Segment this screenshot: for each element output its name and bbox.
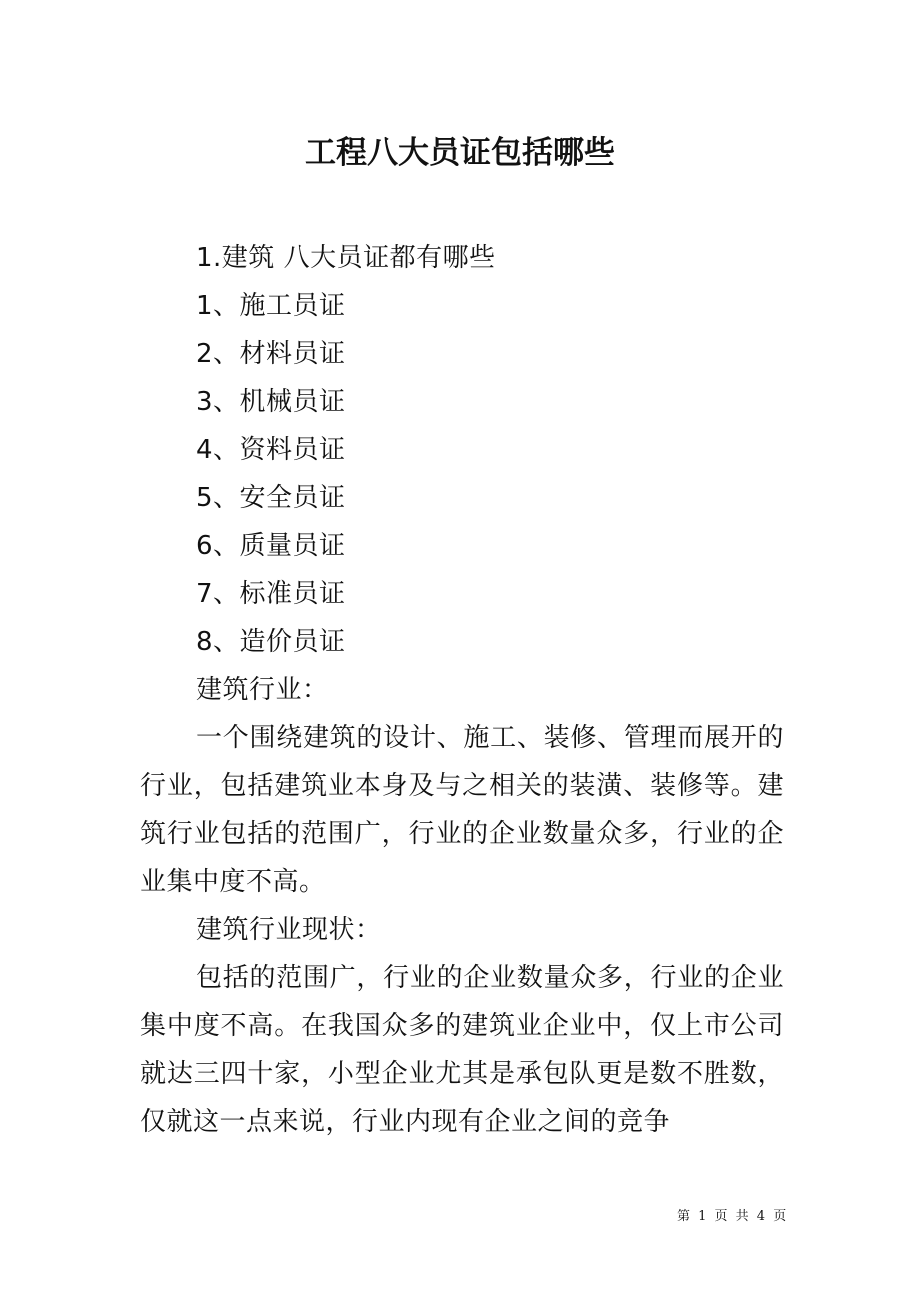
- document-title: 工程八大员证包括哪些: [305, 135, 615, 171]
- industry-label: 建筑行业：: [196, 675, 329, 705]
- list-item: 3、机械员证: [196, 387, 346, 417]
- list-item: 2、材料员证: [196, 339, 346, 369]
- industry-status-paragraph: 包括的范围广，行业的企业数量众多，行业的企业集中度不高。在我国众多的建筑业企业中，仅上市公司就达三四十家，小型企业尤其是承包队更是数不胜数，仅就这一点来说，行业内现有企业之间的竞争: [140, 963, 784, 1137]
- section-heading: 1.建筑 八大员证都有哪些: [196, 243, 496, 273]
- page-number-footer: 第 1 页 共 4 页: [677, 1209, 789, 1224]
- list-item: 1、施工员证: [196, 291, 346, 321]
- industry-status-label: 建筑行业现状：: [196, 915, 382, 945]
- industry-paragraph: 一个围绕建筑的设计、施工、装修、管理而展开的行业，包括建筑业本身及与之相关的装潢、装修等。建筑行业包括的范围广，行业的企业数量众多，行业的企业集中度不高。: [140, 723, 784, 897]
- list-item: 7、标准员证: [196, 579, 346, 609]
- list-item: 6、质量员证: [196, 531, 346, 561]
- list-item: 8、造价员证: [196, 627, 346, 657]
- list-item: 4、资料员证: [196, 435, 346, 465]
- list-item: 5、安全员证: [196, 483, 346, 513]
- document-body: [140, 234, 784, 1146]
